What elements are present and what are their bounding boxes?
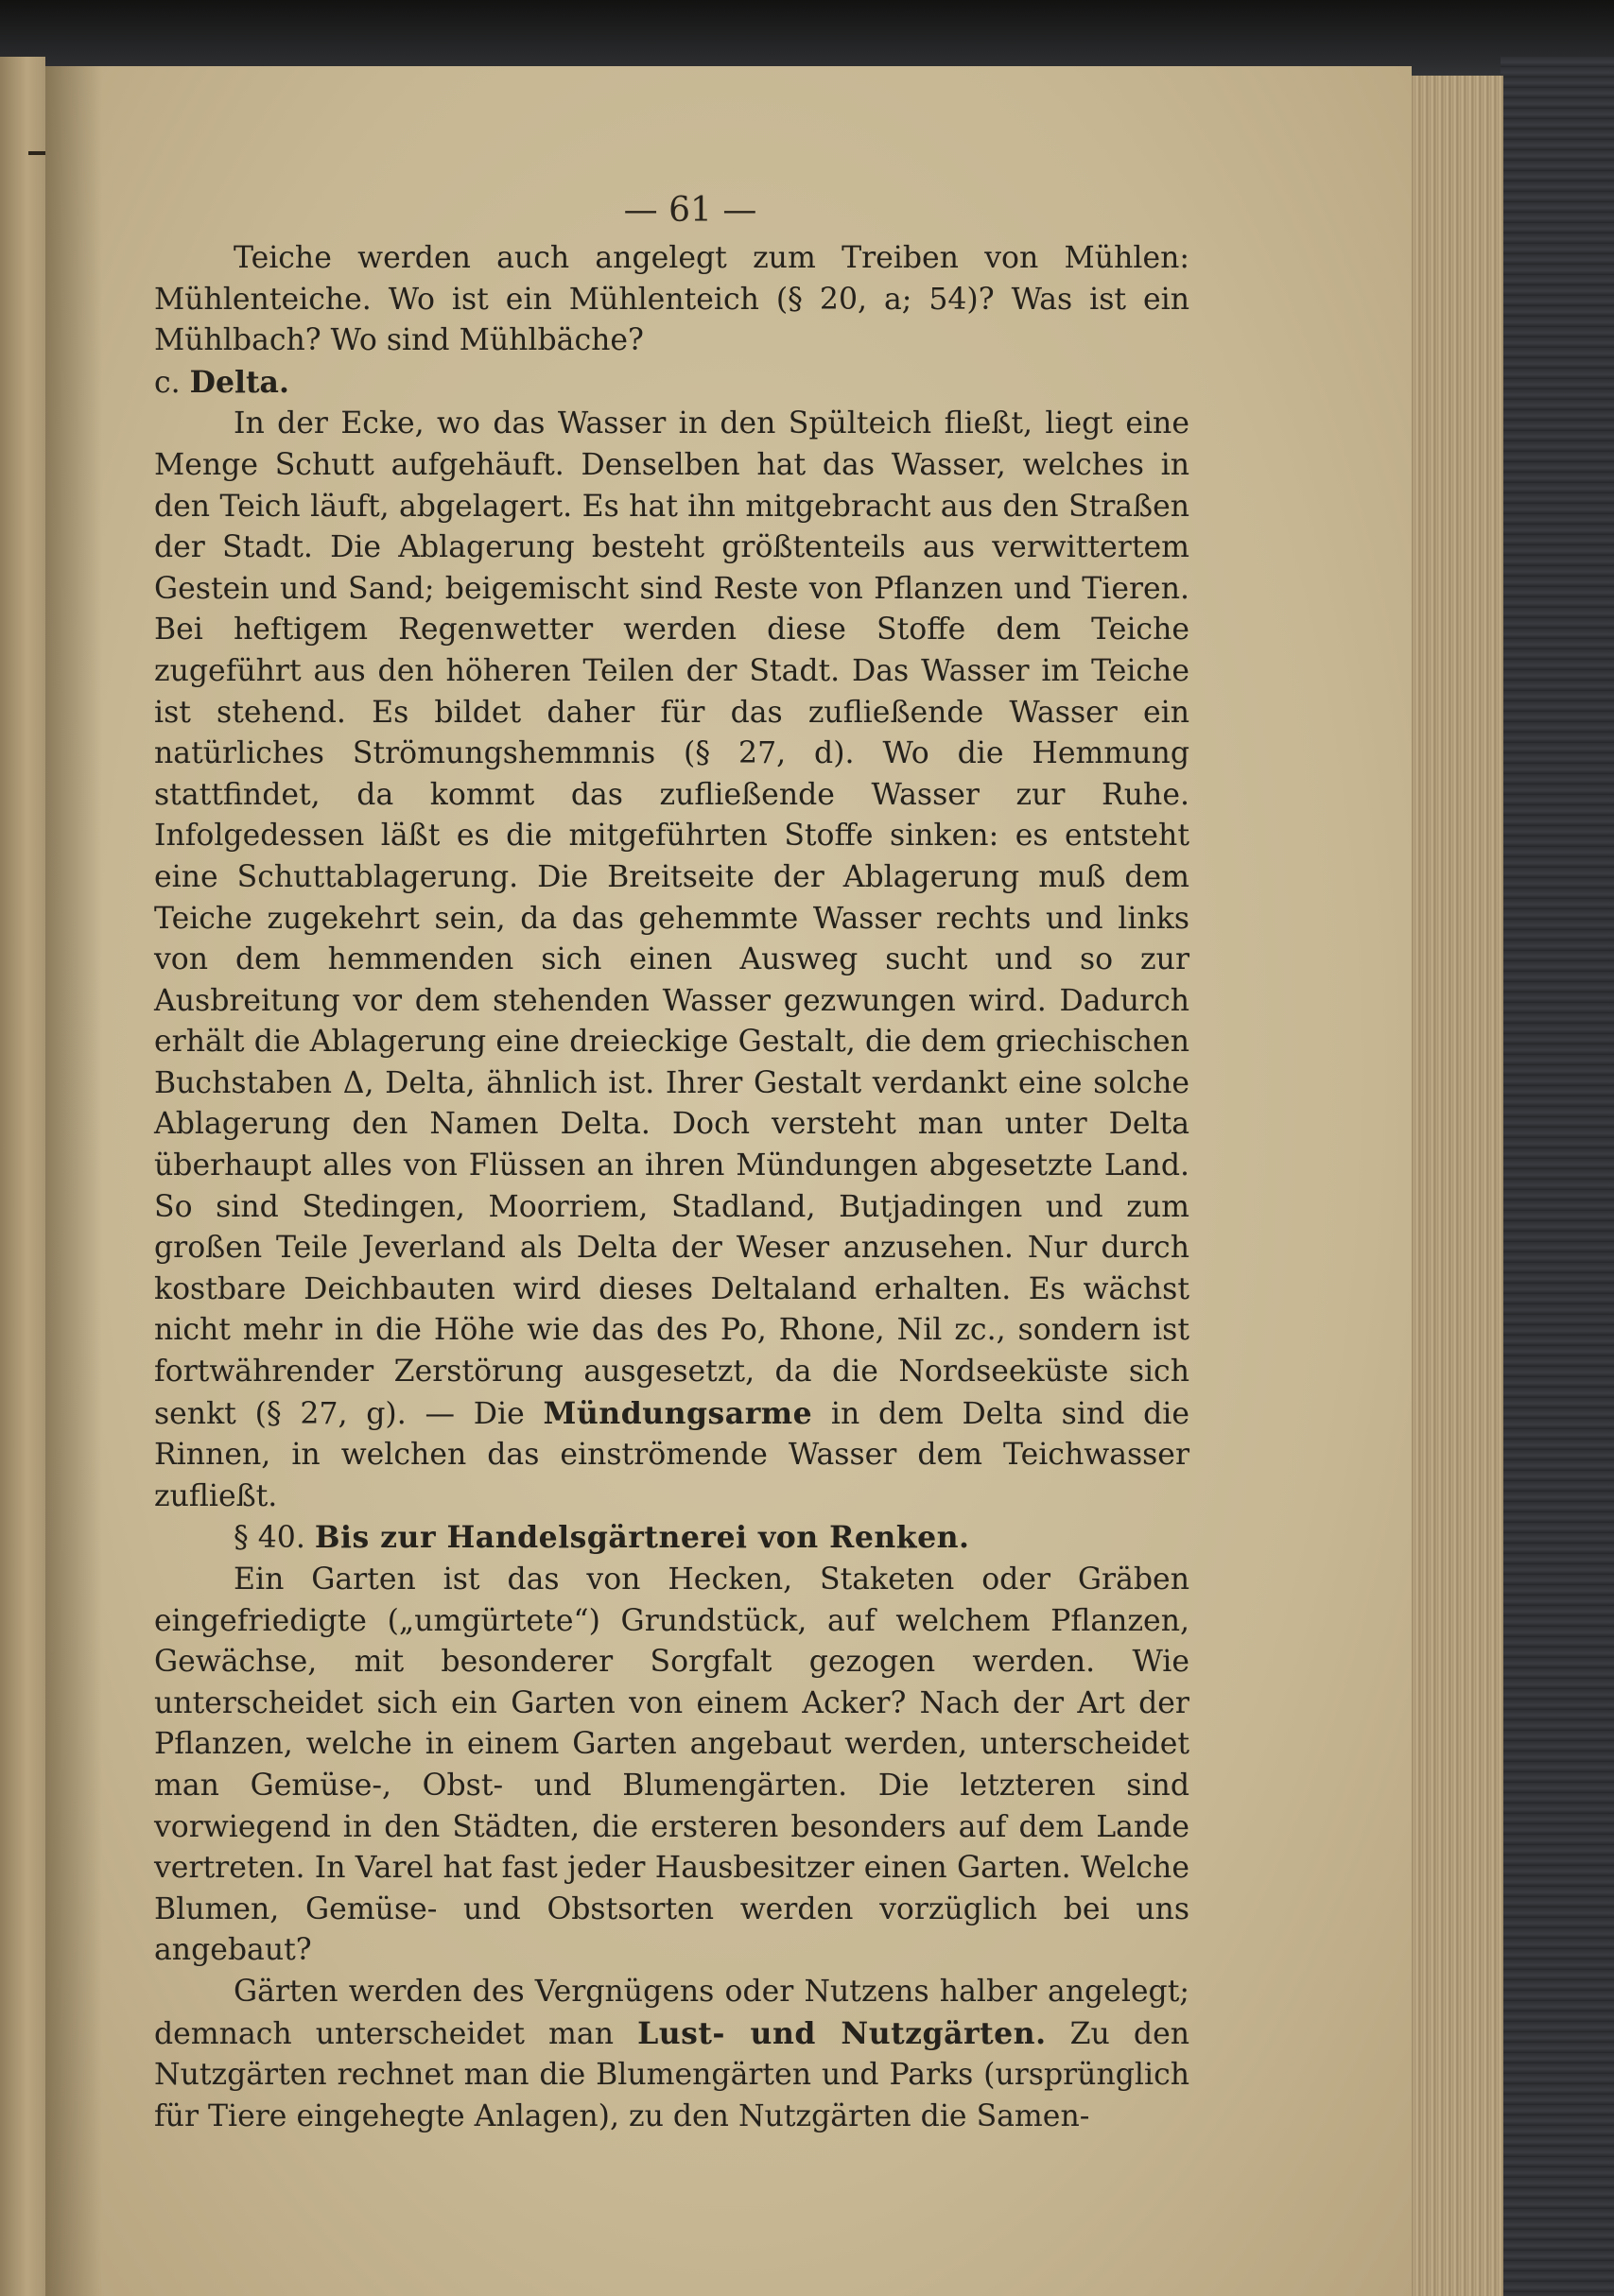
subheading-label: c. [154, 365, 181, 400]
subheading-title: Delta. [189, 364, 289, 400]
paragraph-delta-text: In der Ecke, wo das Wasser in den Spülteich fließt, liegt eine Menge Schutt aufgehäuft. Denselben hat das Wasser, welches in den Teich läuft, abgelagert. Es hat ihn mitgebracht aus den Straßen der Stadt. Die Ablagerung besteht größtenteils aus verwittertem Gestein und Sand; beigemischt sind Reste von Pflanzen und Tieren. Bei heftigem Regenwetter werden diese Stoffe dem Teiche zugeführt aus den höheren Teilen der Stadt. Das Wasser im Teiche ist stehend. Es bildet daher für das zufließende Wasser ein natürliches Strömungshemmnis (§ 27, d). Wo die Hemmung stattfindet, da kommt das zufließende Wasser zur Ruhe. Infolgedessen läßt es die mitgeführten Stoffe sinken: es entsteht eine Schuttablagerung. Die Breitseite der Ablagerung muß dem Teiche zugekehrt sein, da das gehemmte Wasser rechts und links von dem hemmenden sich einen Ausweg sucht und so zur Ausbreitung vor dem stehenden Wasser gezwungen wird. Dadurch erhält die Ablagerung eine dreieckige Gestalt, die dem griechischen Buchstaben Δ, Delta, ähnlich ist. Ihrer Gestalt verdankt eine solche Ablagerung den Namen Delta. Doch versteht man unter Delta überhaupt alles von Flüssen an ihren Mündungen abgesetzte Land. So sind Stedingen, Moorriem, Stadland, Butjadingen und zum großen Teile Jeverland als Delta der Weser anzusehen. Nur durch kostbare Deichbauten wird dieses Deltaland erhalten. Es wächst nicht mehr in die Höhe wie das des Po, Rhone, Nil zc., sondern ist fortwährender Zerstörung ausgesetzt, da die Nordseeküste sich senkt (§ 27, g). — Die [154, 406, 1189, 1431]
paragraph-garten: Ein Garten ist das von Hecken, Staketen oder Gräben eingefriedigte („umgürtete“) Grundstück, auf welchem Pflanzen, Gewächse, mit besonderer Sorgfalt gezogen werden. Wie unterscheidet sich ein Garten von einem Acker? Nach der Art der Pflanzen, welche in einem Garten angebaut werden, unterscheidet man Gemüse-, Obst- und Blumengärten. Die letzteren sind vorwiegend in den Städten, die ersteren besonders auf dem Lande vertreten. In Varel hat fast jeder Hausbesitzer einen Garten. Welche Blumen, Gemüse- und Obstsorten werden vorzüglich bei uns angebaut? [154, 1562, 1189, 1968]
paragraph-gaerten-end: Zu den Nutzgärten rechnet man die Blumengärten und Parks (ursprünglich für Tiere eingehegte Anlagen), zu den Nutzgärten die Samen- [154, 2016, 1189, 2133]
section-title: Bis zur Handelsgärtnerei von Renken. [314, 1520, 970, 1556]
paragraph-delta-end: in dem Delta sind die Rinnen, in welchen das einströmende Wasser dem Teichwasser zufließt. [154, 1396, 1189, 1513]
facing-page-edge [0, 57, 45, 2296]
gutter-mark [28, 151, 47, 155]
gutter-shadow [45, 66, 102, 2296]
paragraph-gaerten-text: Gärten werden des Vergnügens oder Nutzens halber angelegt; demnach unterscheidet man [154, 1974, 1189, 2051]
paragraph-muehlenteiche: Teiche werden auch angelegt zum Treiben von Mühlen: Mühlenteiche. Wo ist ein Mühlenteich (§ 20, a; 54)? Was ist ein Mühlbach? Wo sind Mühlbäche? [154, 241, 1189, 358]
section-number: § 40. [234, 1521, 305, 1556]
page-number: — 61 — [623, 191, 757, 230]
book-cover-spine [1501, 57, 1614, 2296]
paragraph-delta [154, 404, 1189, 1517]
body-text [154, 238, 1189, 2137]
term-muendungsarme: Mündungsarme [543, 1395, 813, 1431]
subheading-delta [154, 362, 1189, 405]
page-stack-edges [1399, 76, 1503, 2296]
paragraph-gaerten [154, 1972, 1189, 2137]
section-heading [154, 1517, 1189, 1560]
term-lust-nutzgaerten: Lust- und Nutzgärten. [637, 2015, 1047, 2051]
